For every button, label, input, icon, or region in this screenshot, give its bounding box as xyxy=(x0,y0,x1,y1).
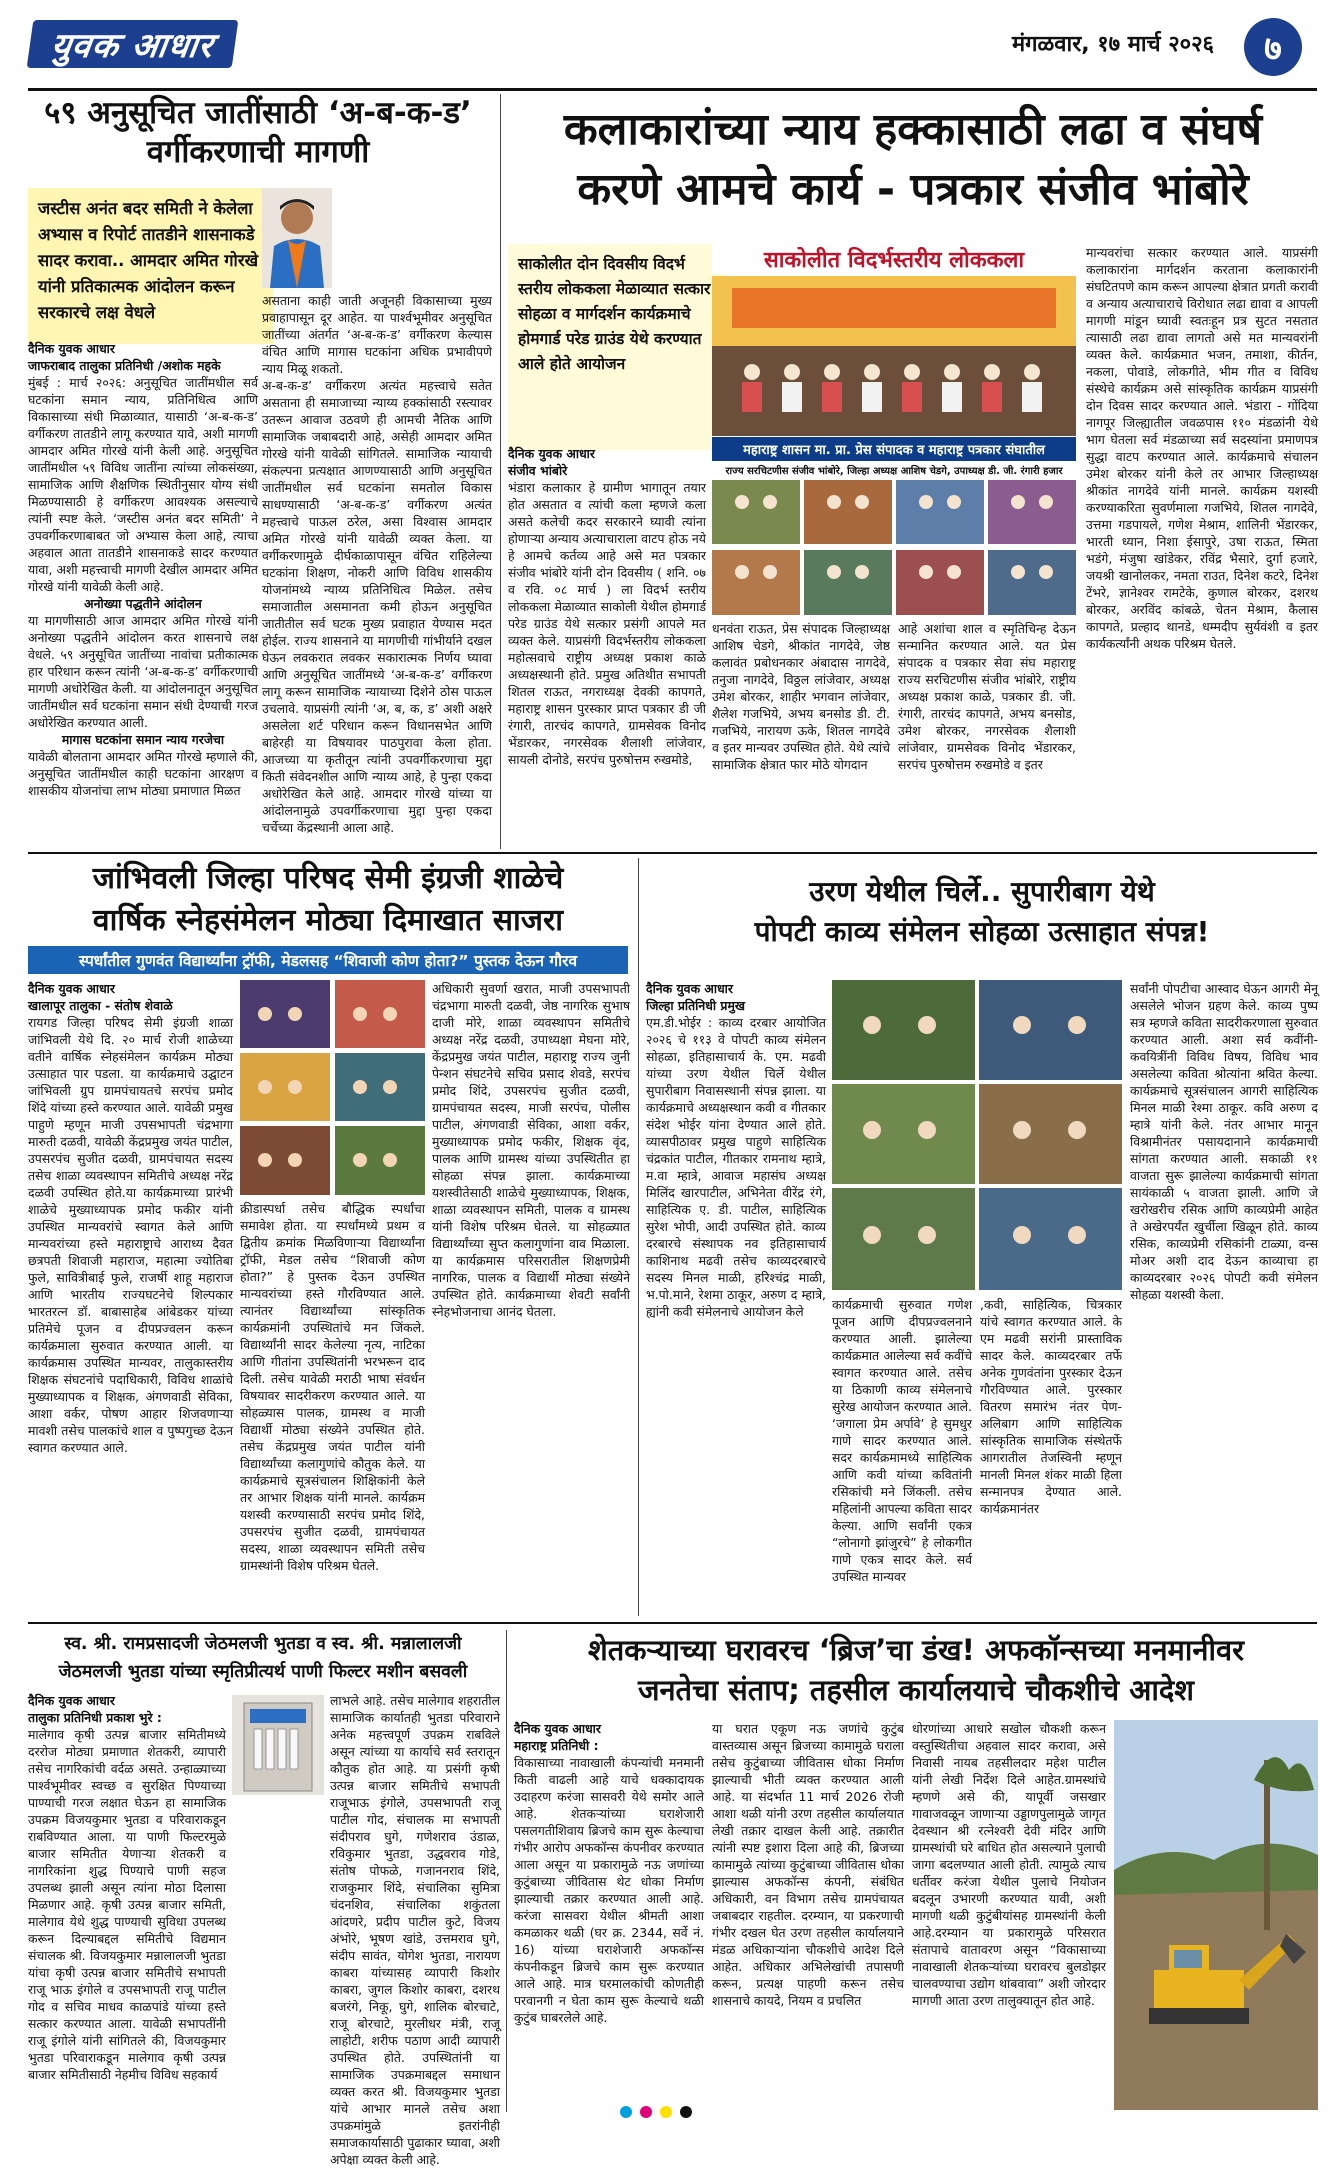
article4-col1: दैनिक युवक आधार जिल्हा प्रतिनिधी प्रमुख एम.डी.भोईर : काव्य दरबार आयोजित २०२६ चे ११३ वे पोपटी काव्य संमेलन सोहळा, इतिहासाचार्य के. एम. मढवी यांच्या उरण येथील चिर्ले येथील सुपारीबाग निवासस्थानी संपन्न झाला. या कार्यक्रमाचे अध्यक्षस्थान कवी व गीतकार संदेश भोईर यांना देण्यात आले होते. व्यासपीठावर प्रमुख पाहुणे साहित्यिक चंद्रकांत पाटील, गीतकार रामनाथ म्हात्रे, म.वा म्हात्रे, आवाज महासंघ अध्यक्ष मिलिंद खारपाटील, अभिनेता वीरेंद्र रंगे, साहित्यिक ए. डी. पाटील, साहित्यिक सुरेश भोपी, आदी उपस्थित होते. काव्य दरबारचे संस्थापक नव इतिहासाचार्य काशिनाथ मढवी तसेच काव्यदरबारचे सदस्य मिनल माळी, हरिश्चंद्र माळी, भ.पो.माने, रेशमा ठाकूर, अरुण द म्हात्रे, ह्यांनी कवी संमेलनाचे आयोजन केले xyxy=(646,981,826,1319)
felicitation-photo-grid xyxy=(712,480,1076,615)
article3-headline: जांभिवली जिल्हा परिषद सेमी इंग्रजी शाळेचे वार्षिक स्नेहसंमेलन मोठ्या दिमाखात साजरा xyxy=(92,861,564,938)
poetry-event-photo-grid xyxy=(832,980,1122,1290)
article4-col2: कार्यक्रमाची सुरुवात गणेश पूजन आणि दीपप्रज्वलनाने करण्यात आली. झालेल्या कार्यक्रमात आलेल्या सर्व कवींचे स्वागत करण्यात आले. तसेच या ठिकाणी काव्य संमेलनाचे सुरेख आयोजन करण्यात आले. ‘जगाला प्रेम अर्पावे’ हे सुमधुर गाणे सादर करण्यात आले. सदर कार्यक्रमामध्ये साहित्यिक आणि कवी यांच्या कवितांनी रसिकांची मने जिंकली. तसेच महिलांनी आपल्या कविता सादर केल्या. आणि सर्वांनी एकत्र “लोनागो झांजुरचे” हे लोकगीत गाणे एकत्र सादर केले. सर्व उपस्थित मान्यवर xyxy=(832,1297,972,1584)
water-filter-photo xyxy=(232,1695,324,1795)
bridge-construction-photo xyxy=(1114,1720,1318,2110)
article1-col2: असताना काही जाती अजूनही विकासाच्या मुख्य प्रवाहापासून दूर आहेत. या पार्श्वभूमीवर अनुसूचित जातींच्या अंतर्गत ‘अ-ब-क-ड’ वर्गीकरण केल्यास वंचित आणि मागास घटकांना अधिक प्रभावीपणे न्याय मिळू शकतो. अ-ब-क-ड’ वर्गीकरण अत्यंत महत्त्वाचे सतेत असताना ही समाजाच्या न्याय्य हक्कांसाठी रस्त्यावर उतरून आवाज उठवणे ही आमची नैतिक आणि सामाजिक जबाबदारी आहे, असेही आमदार अमित गोरखे यांनी यावेळी सांगितले. सामाजिक न्यायाची संकल्पना प्रत्यक्षात आणण्यासाठी आणि अनुसूचित जातींमधील सर्व घटकांना समतोल विकास साधण्यासाठी ‘अ-ब-क-ड’ वर्गीकरण अत्यंत महत्त्वाचे पाऊल ठरेल, असा विश्वास आमदार अमित गोरखे यांनी यावेळी व्यक्त केला. या वर्गीकरणामुळे दीर्घकाळापासून वंचित राहिलेल्या घटकांना शिक्षण, नोकरी आणि विविध शासकीय योजनांमध्ये न्याय्य प्रतिनिधित्व मिळेल. तसेच समाजातील असमानता कमी होऊन अनुसूचित जातीतील सर्व घटक मुख्य प्रवाहात येण्यास मदत होईल. राज्य शासनाने या मागणीची गांभीर्याने दखल घेऊन लवकरात लवकर सकारात्मक निर्णय घ्यावा आणि अनुसूचित जातींमध्ये ‘अ-ब-क-ड’ वर्गीकरण लागू करून सामाजिक न्यायाच्या दिशेने ठोस पाऊल उचलावे. याप्रसंगी त्यांनी ‘अ, ब, क, ड’ अशी अक्षरे असलेला शर्ट परिधान करून विधानसभेत आणि बाहेरही या विषयावर पाठपुरावा केला होता. आजच्या या कृतीतून त्यांनी उपवर्गीकरणाचा मुद्दा किती संवेदनशील आणि न्याय्य आहे, हे पुन्हा एकदा अधोरेखित केले आहे. आमदार गोरखे यांच्या या आंदोलनामुळे उपवर्गीकरणाचा मुद्दा पुन्हा एकदा चर्चेच्या केंद्रस्थानी आला आहे. xyxy=(262,293,492,835)
article3-col3: अधिकारी सुवर्णा खरात, माजी उपसभापती चंद्रभागा मारुती दळवी, जेष्ठ नागरिक सुभाष दाजी मोरे, शाळा व्यवस्थापन समितीचे अध्यक्ष नरेंद्र दळवी, उपाध्यक्षा मेघना मोरे, केंद्रप्रमुख जयंत पाटील, महाराष्ट्र राज्य जुनी पेन्शन संघटनेचे सचिव प्रसाद शेवडे, सरपंच प्रमोद शिंदे, उपसरपंच सुजीत दळवी, ग्रामपंचायत सदस्य, माजी सरपंच, पोलीस पाटील, अंगणवाडी सेविका, आशा वर्कर, मुख्याध्यापक प्रमोद फकीर, शिक्षक वृंद, पालक आणि ग्रामस्थ यांच्या उपस्थितीत हा सोहळा संपन्न झाला. कार्यक्रमाच्या यशस्वीतेसाठी शाळेचे मुख्याध्यापक, शिक्षक, शाळा व्यवस्थापन समिती, पालक व ग्रामस्थ यांनी विशेष परिश्रम घेतले. या सोहळ्यात विद्यार्थ्यांच्या सुप्त कलागुणांना वाव मिळाला. या कार्यक्रमास परिसरातील शिक्षणप्रेमी नागरिक, पालक व विद्यार्थी मोठ्या संख्येने उपस्थित होते. कार्यक्रमाच्या शेवटी सर्वांनी स्नेहभोजनाचा आनंद घेतला. xyxy=(432,981,630,1319)
article6-headline: शेतकऱ्याच्या घरावरच ‘ब्रिज’चा डंख! अफकॉन्सच्या मनमानीवर जनतेचा संताप; तहसील कार्यालयाचे चौकशीचे आदेश xyxy=(588,1633,1244,1707)
newspaper-logo: युवक आधार xyxy=(27,20,239,68)
masthead xyxy=(22,14,1318,86)
article4-col4: सर्वांनी पोपटीचा आस्वाद घेऊन आगरी मेनू असलेले भोजन ग्रहण केले. काव्य पुष्प सत्र म्हणजे कविता सादरीकरणाला सुरुवात करण्यात आली. अशा सर्व कवींनी-कवयित्रींनी विविध विषय, विविध भाव असलेल्या कविता श्रोत्यांना श्रवित केल्या. कार्यक्रमाचे सूत्रसंचालन आगरी साहित्यिक मिनल माळी रेश्मा ठाकूर. कवि अरुण द म्हात्रे यांनी केले. नंतर आभार मानून विश्रामीनंतर पसायदानाने कार्यक्रमाची सांगता करण्यात आली. सकाळी ११ वाजता सुरू झालेल्या कार्यक्रमाची सांगता सायंकाळी ५ वाजता झाली. आणि जे खरोखरीच रसिक आणि काव्यप्रेमी आहेत ते अखेरपर्यंत खुर्चीला खिळून होते. काव्य रसिक, काव्यप्रेमी रसिकांनी टाळ्या, वन्स मोअर अशी दाद देऊन काव्याचा हा काव्यदरबार २०२६ पोपटी कवी संमेलन सोहळा यशस्वी केला. xyxy=(1130,981,1318,1302)
article2-highlight: साकोलीत दोन दिवसीय विदर्भ स्तरीय लोककला मेळाव्यात सत्कार सोहळा व मार्गदर्शन कार्यक्रमाचे होमगार्ड परेड ग्राउंड येथे करण्यात आले होते आयोजन xyxy=(508,244,726,450)
school-event-photo-grid xyxy=(240,980,425,1195)
article4-headline: उरण येथील चिर्ले.. सुपारीबाग येथे पोपटी काव्य संमेलन सोहळा उत्साहात संपन्न! xyxy=(754,875,1210,948)
page-number: ७ xyxy=(1244,18,1302,76)
article3-col1: दैनिक युवक आधार खालापूर तालुका - संतोष शेवाळे रायगड जिल्हा परिषद सेमी इंग्रजी शाळा जांभिवली येथे दि. २० मार्च रोजी शाळेच्या वतीने वार्षिक स्नेहसंमेलन कार्यक्रम मोठ्या उत्साहात पार पडला. या कार्यक्रमाचे उद्घाटन जांभिवली ग्रुप ग्रामपंचायतचे सरपंच प्रमोद शिंदे यांच्या हस्ते करण्यात आले. यावेळी प्रमुख पाहुणे म्हणून माजी उपसभापती चंद्रभागा मारुती दळवी, यावेळी केंद्रप्रमुख जयंत पाटील, उपसरपंच सुजीत दळवी, ग्रामपंचायत सदस्य तसेच शाळा व्यवस्थापन समितीचे अध्यक्ष नरेंद्र दळवी उपस्थित होते.या कार्यक्रमाच्या प्रारंभी शाळेचे मुख्याध्यापक प्रमोद फकीर यांनी उपस्थित मान्यवरांचे स्वागत केले आणि मान्यवरांच्या हस्ते महाराष्ट्राचे आराध्य दैवत छत्रपती शिवाजी महाराज, महात्मा ज्योतिबा फुले, सावित्रीबाई फुले, राजर्षी शाहू महाराज आणि भारतीय राज्यघटनेचे शिल्पकार भारतरत्न डॉ. बाबासाहेब आंबेडकर यांच्या प्रतिमेचे पूजन व दीपप्रज्वलन करून कार्यक्रमाला सुरुवात करण्यात आली. या कार्यक्रमास उपस्थित मान्यवर, तालुकास्तरीय शिक्षक संघटनांचे पदाधिकारी, विविध शाळांचे मुख्याध्यापक व शिक्षक, अंगणवाडी सेविका, आशा वर्कर, पोषण आहार शिजवणाऱ्या मावशी तसेच पालकांचे शाल व पुष्पगुच्छ देऊन स्वागत करण्यात आले. xyxy=(28,981,233,1455)
article2-col3: आहे अशांचा शाल व स्मृतिचिन्ह देऊन सन्मानित करण्यात आले. यत प्रेस संपादक व पत्रकार सेवा संघ महाराष्ट्र राज्य सरचिटणीस संजीव भांबोरे, राष्ट्रीय अध्यक्ष प्रकाश काळे, पत्रकार डी. जी. रंगारी, तारचंद कापगते, अभय बनसोड, उमेश बोरकर, नगरसेवक शैलाशी लांजेवार, ग्रामसेवक विनोद भेंडारकर, सरपंच पुरुषोत्तम रुखमोडे व इतर xyxy=(898,621,1076,772)
article2-photo-caption: राज्य सरचिटणीस संजीव भांबोरे, जिल्हा अध्यक्ष आशिष चेडगे, उपाध्यक्ष डी. जी. रंगारी हजार xyxy=(725,466,1063,477)
mla-portrait-photo xyxy=(262,188,332,288)
article2-col2: धनवंता राऊत, प्रेस संपादक जिल्हाध्यक्ष आशिष चेडगे, श्रीकांत नागदेवे, जेष्ठ कलावंत प्रबोधनकार अंबादास नागदेवे, तनुजा नागदेवे, विठ्ठल लांजेवार, अध्यक्ष उमेश बोरकर, शाहीर भगवान लांजेवार, शैलेश गजभिये, अभय बनसोड डी. टी. गजभिये, नारायण ऊके, शितल नागदेवे व इतर मान्यवर उपस्थित होते. येथे त्यांचे सामाजिक क्षेत्रात फार मोठे योगदान xyxy=(712,621,890,772)
event-stage-photo xyxy=(712,276,1076,436)
article1-col1: दैनिक युवक आधार जाफराबाद तालुका प्रतिनिधी /अशोक महके मुंबई : मार्च २०२६: अनुसूचित जातींमधील सर्व घटकांना समान न्याय, प्रतिनिधित्व आणि विकासाच्या संधी मिळाव्यात, यासाठी ‘अ-ब-क-ड’ वर्गीकरण तातडीने लागू करण्यात यावे, अशी मागणी आमदार अमित गोरखे यांनी केली आहे. अनुसूचित जातींमधील ५९ विविध जातींना त्यांच्या लोकसंख्या, सामाजिक आणि शैक्षणिक स्थितीनुसार योग्य संधी मिळण्यासाठी हे वर्गीकरण आवश्यक असल्याचे त्यांनी स्पष्ट केले. ‘जस्टीस अनंत बदर समिती’ ने उपवर्गीकरणाबाबत जो अभ्यास केला आहे, त्याचा अहवाल आता तातडीने शासनाकडे सादर करण्यात यावा, अशी महत्त्वाची मागणी देखील आमदार अमित गोरखे यांनी यावेळी केली आहे. अनोख्या पद्धतीने आंदोलन या मागणीसाठी आज आमदार अमित गोरखे यांनी अनोख्या पद्धतीने आंदोलन करत शासनाचे लक्ष वेधले. ५९ अनुसूचित जातींच्या नावांचा प्रतीकात्मक हार परिधान करून त्यांनी ‘अ-ब-क-ड’ वर्गीकरणाची मागणी अधोरेखित केली. या आंदोलनातून अनुसूचित जातींमधील सर्व घटकांना समान संधी देण्याची गरज अधोरेखित करण्यात आली. मागास घटकांना समान न्याय गरजेचा यावेळी बोलताना आमदार अमित गोरखे म्हणाले की, अनुसूचित जातींमधील काही घटकांना आरक्षण व शासकीय योजनांचा लाभ मोठ्या प्रमाणात मिळत xyxy=(28,341,258,798)
masthead-rule xyxy=(28,88,1317,91)
article4-col3: ,कवी, साहित्यिक, चित्रकार यांचे स्वागत करण्यात आले. के एम मढवी सरांनी प्रास्ताविक सादर केले. काव्यदरबार तर्फे अनेक गुणवंतांना पुरस्कार देऊन गौरविण्यात आले. पुरस्कार वितरण समारंभ नंतर पेण- अलिबाग आणि साहित्यिक सांस्कृतिक सामाजिक संस्थेतर्फे आगरातील तेजस्विनी म्हणून मानली मिनल शंकर माळी हिला सन्मानपत्र देण्यात आले. कार्यक्रमानंतर xyxy=(980,1297,1122,1516)
registration-mark-yellow xyxy=(660,2106,672,2118)
article5-headline: स्व. श्री. रामप्रसादजी जेठमलजी भुतडा व स्व. श्री. मन्नालालजी जेठमलजी भुतडा यांच्या स्मृतिप्रीत्यर्थ पाणी फिल्टर मशीन बसवली xyxy=(58,1634,468,1682)
registration-mark-black xyxy=(680,2106,692,2118)
article1-highlight: जस्टीस अनंत बदर समिती ने केलेला अभ्यास व रिपोर्ट तातडीने शासनाकडे सादर करावा.. आमदार अमित गोरखे यांनी प्रतिकात्मक आंदोलन करून सरकारचे लक्ष वेधले xyxy=(28,188,273,344)
article1-headline: ५९ अनुसूचित जातींसाठी ‘अ-ब-क-ड’ वर्गीकरणाची मागणी xyxy=(44,95,472,170)
article6-col2: या घरात एकूण नऊ जणांचे कुटुंब वास्तव्यास असून ब्रिजच्या कामामुळे घराला तसेच कुटुंबाच्या जीवितास धोका निर्माण झाल्याची भीती व्यक्त करण्यात आली आहे. या संदर्भात 11 मार्च 2026 रोजी आशा थळी यांनी उरण तहसील कार्यालयात लेखी तक्रार दाखल केली आहे. तक्रारीत त्यांनी स्पष्ट इशारा दिला आहे की, ब्रिजच्या कामामुळे त्यांच्या कुटुंबाच्या जीवितास धोका झाल्यास अफकॉन्स कंपनी, संबंधित अधिकारी, वन विभाग तसेच ग्रामपंचायत जबाबदार राहतील. दरम्यान, या प्रकरणाची गंभीर दखल घेत उरण तहसील कार्यालयाने मंडळ अधिकाऱ्यांना चौकशीचे आदेश दिले आहेत. अधिकार अभिलेखांची तपासणी करून, प्रत्यक्ष पाहणी करून तसेच शासनाचे कायदे, नियम व प्रचलित xyxy=(712,1721,904,2008)
registration-mark-magenta xyxy=(640,2106,652,2118)
article6-col3: धोरणांच्या आधारे सखोल चौकशी करून वस्तुस्थितीचा अहवाल सादर करावा, असे निवासी नायब तहसीलदार महेश पाटील यांनी लेखी निर्देश दिले आहेत.ग्रामस्थांचे म्हणणे असे की, यापूर्वी जसखार गावाजवळून जाणाऱ्या उड्डाणपुलामुळे जागृत देवस्थान श्री रत्नेश्वरी देवी मंदिर आणि ग्रामस्थांची घरे बाधित होत असल्याने पुलाची जागा बदलण्यात आली होती. त्यामुळे त्याच धर्तीवर करंजा येथील पुलाचे नियोजन बदलून उभारणी करण्यात यावी, अशी मागणी थळी कुटुंबीयांसह ग्रामस्थांनी केली आहे.दरम्यान या प्रकारामुळे परिसरात संतापाचे वातावरण असून “विकासाच्या नावाखाली शेतकऱ्यांच्या घरावरच बुलडोझर चालवण्याचा उद्योग थांबवावा” अशी जोरदार मागणी आता उरण तालुक्यातून होत आहे. xyxy=(912,1721,1106,2008)
article5-col2: लाभले आहे. तसेच मालेगाव शहरातील सामाजिक कार्यातही भुतडा परिवाराने अनेक महत्त्वपूर्ण उपक्रम राबविले असून त्यांच्या या कार्याचे सर्व स्तरातून कौतुक होत आहे. या प्रसंगी कृषी उत्पन्न बाजार समितीचे सभापती राजूभाऊ इंगोले, उपसभापती राजू पाटील गोद, संचालक मा सभापती संदीपराव घुगे, गणेशराव उंडाळ, रविकुमार भुतडा, उद्धवराव गोडे, संतोष पोफळे, गजाननराव शिंदे, राजकुमार शिंदे, संचालिका सुमित्रा चंदनशिव, संचालिका शकुंतला आंदणरे, प्रदीप पाटील कुटे, विजय अंभोरे, भूषण खांडे, उत्तमराव घुगे, संदीप सावंत, योगेश भुतडा, नारायण काबरा यांच्यासह व्यापारी किशोर काबरा, जुगल किशोर काबरा, दशरथ बजरंगे, निकू, घुगे, शालिक बोरचाटे, राजू बोरचाटे, मुरलीधर मंत्री, राजू लाहोटी, शरीफ पठाण आदी व्यापारी उपस्थित होते. उपस्थितांनी या सामाजिक उपक्रमाबद्दल समाधान व्यक्त करत श्री. विजयकुमार भुतडा यांचे आभार मानले तसेच अशा उपक्रमांमुळे इतरांनीही समाजकार्यासाठी पुढाकार घ्यावा, अशी अपेक्षा व्यक्त केली आहे. xyxy=(330,1693,500,2167)
article2-col1: दैनिक युवक आधार संजीव भांबोरे भंडारा कलाकार हे ग्रामीण भागातून तयार होत असतात व त्यांची कला म्हणजे कला असते कलेची कदर सरकारने घ्यावी त्यांना होणाऱ्या अन्याय अत्याचाराला वाटप होऊ नये हे आमचे कर्तव्य आहे असे मत पत्रकार संजीव भांबोरे यांनी दोन दिवसीय ( शनि. ०७ व रवि. ०८ मार्च ) ला विदर्भ स्तरीय लोककला मेळाव्यात साकोली येथील होमगार्ड परेड ग्राउंड येथे सत्कार प्रसंगी आपले मत व्यक्त केले. याप्रसंगी विदर्भस्तरीय लोककला महोत्सवाचे राष्ट्रीय अध्यक्ष प्रकाश काळे अध्यक्षस्थानी होते. प्रमुख अतिथीत सभापती शितल राऊत, नगराध्यक्ष देवकी कापगते, महाराष्ट्र शासन पुरस्कार प्राप्त पत्रकार डी जी रंगारी, तारचंद कापगते, ग्रामसेवक विनोद भेंडारकर, नगरसेवक शैलाशी लांजेवार, सायली दोनोडे, सरपंच पुरुषोत्तम रुखमोडे, xyxy=(508,446,706,767)
article2-headline: कलाकारांच्या न्याय हक्कासाठी लढा व संघर्ष करणे आमचे कार्य - पत्रकार संजीव भांबोरे xyxy=(563,104,1263,215)
article2-event-banner: साकोलीत विदर्भस्तरीय लोककला xyxy=(712,244,1076,274)
article6-col1: दैनिक युवक आधार महाराष्ट्र प्रतिनिधी : विकासाच्या नावाखाली कंपन्यांची मनमानी किती वाढली आहे याचे धक्कादायक उदाहरण करंजा सासवरी येथे समोर आले आहे. शेतकऱ्यांच्या घराशेजारी पसलगतीशिवाय ब्रिजचे काम सुरू केल्याचा गंभीर आरोप अफकॉन्स कंपनीवर करण्यात आला असून या प्रकारामुळे नऊ जणांच्या कुटुंबाच्या जीवितास थेट धोका निर्माण झाल्याची तक्रार करण्यात आली आहे. करंजा सासवरा येथील श्रीमती आशा कमळाकर थळी (घर क्र. 2344, सर्वे नं. 16) यांच्या घराशेजारी अफकॉन्स कंपनीकडून ब्रिजचे काम सुरू करण्यात आले आहे. मात्र घरमालकांची कोणतीही परवानगी न घेता काम सुरू केल्याचे थळी कुटुंब घाबरलेले आहे. xyxy=(514,1721,704,2025)
article3-subheading-bar: स्पर्धांतील गुणवंत विद्यार्थ्यांना ट्रॉफी, मेडलसह “शिवाजी कोण होता?” पुस्तक देऊन गौरव xyxy=(28,946,628,974)
article3-col2: क्रीडास्पर्धा तसेच बौद्धिक स्पर्धांचा समावेश होता. या स्पर्धांमध्ये प्रथम व द्वितीय क्रमांक मिळविणाऱ्या विद्यार्थ्यांना ट्रॉफी, मेडल तसेच “शिवाजी कोण होता?” हे पुस्तक देऊन उपस्थित मान्यवरांच्या हस्ते गौरविण्यात आले. त्यानंतर विद्यार्थ्यांच्या सांस्कृतिक कार्यक्रमांनी उपस्थितांचे मन जिंकले. विद्यार्थ्यांनी सादर केलेल्या नृत्य, नाटिका आणि गीतांना उपस्थितांनी भरभरून दाद दिली. तसेच यावेळी मराठी भाषा संवर्धन विषयावर सादरीकरण करण्यात आले. या सोहळ्यास पालक, ग्रामस्थ व माजी विद्यार्थी मोठ्या संख्येने उपस्थित होते. तसेच केंद्रप्रमुख जयंत पाटील यांनी विद्यार्थ्यांच्या कलागुणांचे कौतुक केले. या कार्यक्रमाचे सूत्रसंचालन शिक्षिकांनी केले तर आभार शिक्षक यांनी मानले. कार्यक्रम यशस्वी करण्यासाठी सरपंच प्रमोद शिंदे, उपसरपंच सुजीत दळवी, ग्रामपंचायत सदस्य, शाळा व्यवस्थापन समिती तसेच ग्रामस्थांनी विशेष परिश्रम घेतले. xyxy=(240,1201,425,1573)
article2-photo-band: महाराष्ट्र शासन मा. प्रा. प्रेस संपादक व महाराष्ट्र पत्रकार संघातील xyxy=(712,437,1076,461)
issue-date: मंगळवार, १७ मार्च २०२६ xyxy=(1012,32,1214,57)
article2-col4: मान्यवरांचा सत्कार करण्यात आले. याप्रसंगी कलाकारांना मार्गदर्शन करताना कलाकारांनी संघटितपणे काम करून आपल्या क्षेत्रात प्रगती करावी व अन्याय अत्याचाराचे विरोधात लढा द्यावा व आपली मागणी मांडून घ्यावी स्वतःहून प्रत्र सुटत नसतात त्यासाठी लढा द्यावा लागतो असे मत मान्यवरांनी व्यक्त केले. कार्यक्रमात भजन, तमाशा, कीर्तन, नकला, पोवाडे, लोकगीते, भीम गीत व विविध संस्थेचे कार्यक्रम असे सांस्कृतिक कार्यक्रम याप्रसंगी दोन दिवस सादर करण्यात आले. भंडारा - गोंदिया नागपूर जिल्ह्यातील जवळपास ११० मंडळांनी येथे भाग घेतला सर्व मंडळाच्या सर्व सदस्यांना प्रमाणपत्र सुद्धा वाटप करण्यात आले. कार्यक्रमाचे संचालन उमेश बोरकर यांनी केले तर आभार जिल्हाध्यक्ष श्रीकांत नागदेवे यांनी मानले. कार्यक्रम यशस्वी करण्याकरिता सुवर्णमाला गजभिये, शितल नागदेवे, उत्तमा गडपायले, गणेश मेश्राम, शालिनी भेंडारकर, भारती ध्यान, निशा ईसापुरे, उषा राऊत, स्मिता भडंगे, मंजुषा खांडेकर, रविंद्र भैसारे, दुर्गा हजारे, जयश्री खानोलकर, नमता राउत, दिनेश कटरे, दिनेश टेंभरे, ज्ञानेश्वर रामटेके, कुणाल बोरकर, दशरथ बोरकर, अरविंद कांबळे, चेतन मेश्राम, कैलास कापगते, प्रल्हाद थानडे, धम्मदीप सुर्यवंशी व इतर कार्यकर्त्यांनी अथक परिश्रम घेतले. xyxy=(1086,245,1318,651)
registration-mark-cyan xyxy=(620,2106,632,2118)
article5-col1: दैनिक युवक आधार तालुका प्रतिनिधी प्रकाश भुरे : मालेगाव कृषी उत्पन्न बाजार समितीमध्ये दररोज मोठ्या प्रमाणात शेतकरी, व्यापारी तसेच नागरिकांची वर्दळ असते. उन्हाळ्याच्या पार्श्वभूमीवर स्वच्छ व सुरक्षित पिण्याच्या पाण्याची गरज लक्षात घेऊन हा सामाजिक उपक्रम विजयकुमार भुतडा व परिवाराकडून राबविण्यात आला. या पाणी फिल्टरमुळे बाजार समितीत येणाऱ्या शेतकरी व नागरिकांना शुद्ध पिण्याचे पाणी सहज उपलब्ध झाली असून त्यांना मोठा दिलासा मिळणार आहे. कृषी उत्पन्न बाजार समिती, मालेगाव येथे शुद्ध पाण्याची सुविधा उपलब्ध करून दिल्याबद्दल समितीचे विद्यमान संचालक श्री. विजयकुमार मन्नालालजी भुतडा यांचा कृषी उत्पन्न बाजार समितीचे सभापती राजू भाऊ इंगोले व उपसभापती राजू पाटील गोद व सचिव माधव काळपांडे यांच्या हस्ते सत्कार करण्यात आला. यावेळी सभापतींनी राजू इंगोले यांनी सांगितले की, विजयकुमार भुतडा परिवाराकडून मालेगाव कृषी उत्पन्न बाजार समितीसाठी नेहमीच विविध सहकार्य xyxy=(28,1693,226,2082)
